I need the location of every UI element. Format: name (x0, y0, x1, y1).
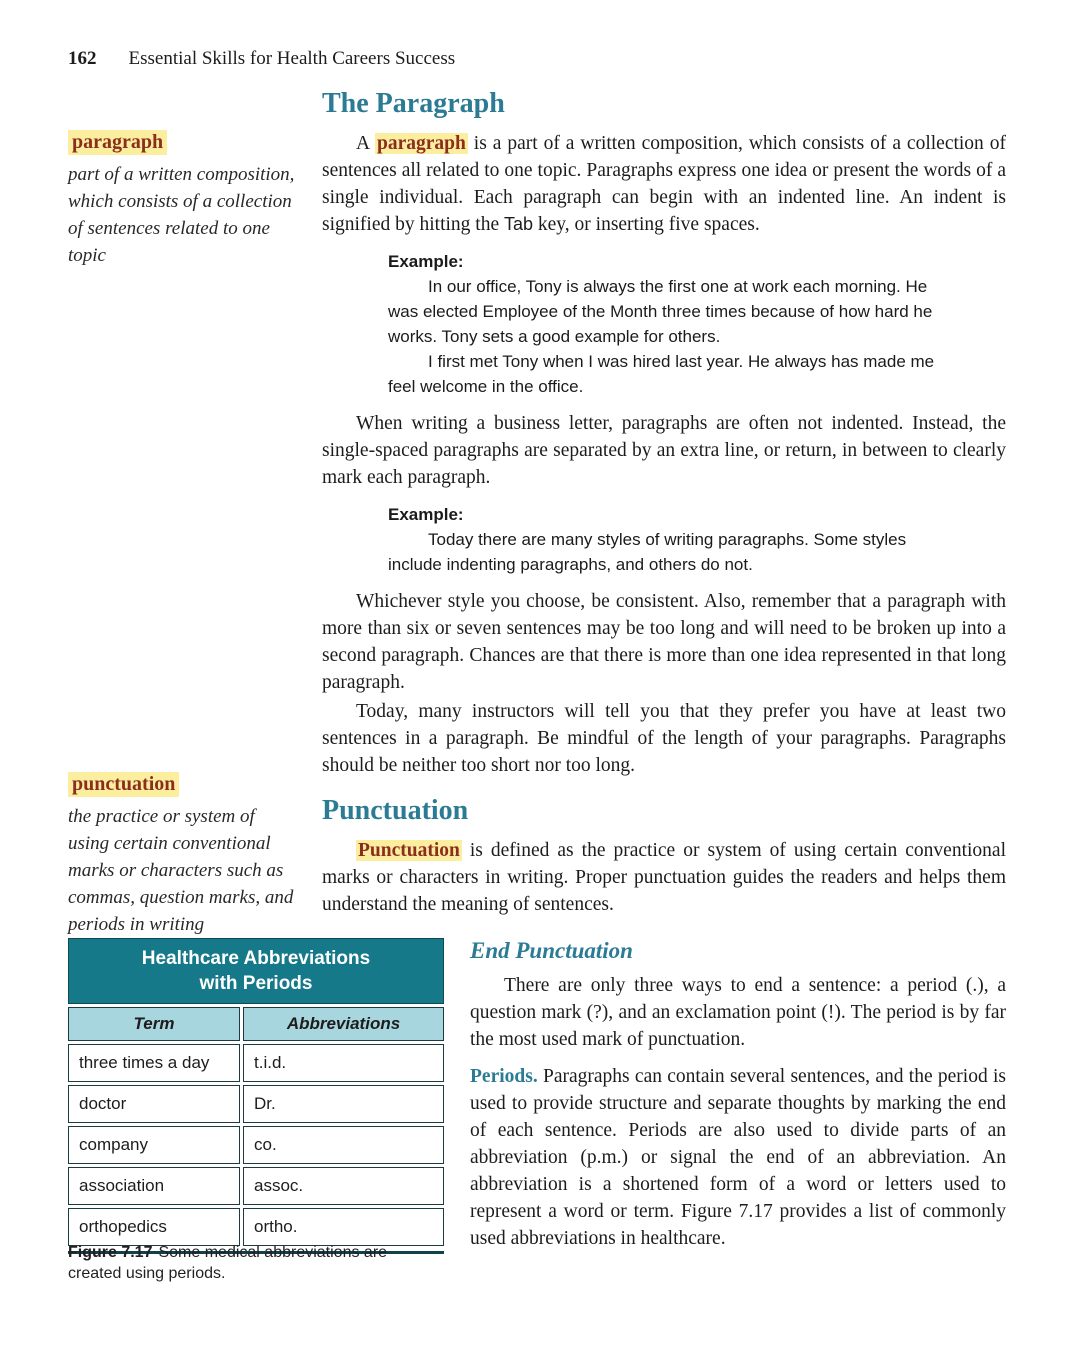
tab-key-word: Tab (503, 214, 534, 234)
term-definition: part of a written composition, which consists of a collection of sentences related to one topic (68, 164, 295, 266)
example-label: Example: (388, 252, 464, 271)
figure-caption-text: Some medical abbreviations are created using periods. (68, 1244, 388, 1282)
running-head (68, 48, 455, 70)
table-cell: co. (243, 1126, 444, 1164)
paragraph-three-ways: There are only three ways to end a sentence: a period (.), a question mark (?), and an exclamation point (!). The period is by far the most used mark of punctuation. (470, 975, 1006, 1050)
example-paragraph: In our office, Tony is always the first one at work each morning. He was elected Employee of the Month three times because of how hard he works. Tony sets a good example for others. (388, 277, 933, 346)
running-title: Essential Skills for Health Careers Success (128, 48, 456, 69)
highlighted-term-punctuation: Punctuation (358, 840, 460, 861)
table-title-line1: Healthcare Abbreviations (141, 948, 371, 969)
margin-term-punctuation (68, 772, 296, 938)
section-heading-punctuation: Punctuation (322, 795, 469, 826)
table-cell: doctor (68, 1085, 240, 1123)
table-cell: ortho. (243, 1208, 444, 1246)
subsection-heading-end-punctuation: End Punctuation (470, 938, 633, 963)
table-cell: Dr. (243, 1085, 444, 1123)
term-word: paragraph (68, 130, 167, 155)
punctuation-intro-rest: is defined as the practice or system of using certain conventional marks or characters in writing. Proper punctuation guides the readers and helps them understand the meaning of sentences. (322, 840, 1006, 915)
end-punctuation-section (470, 938, 1006, 1262)
paragraph-business-letter: When writing a business letter, paragraphs are often not indented. Instead, the single-spaced paragraphs are separated by an extra line, or return, in between to clearly mark each paragraph. (322, 413, 1006, 488)
intro-mid: is a part of a written composition, which consists of a collection of sentences all related to one topic. Paragraphs express one idea or present the words of a single individual. Each paragraph can begin with an indented line. An indent is signified by hitting the (322, 133, 1007, 235)
intro-pre: A (356, 133, 375, 154)
paragraph-punctuation-intro (322, 837, 1006, 918)
example-paragraph: I first met Tony when I was hired last year. He always has made me feel welcome in the office. (388, 352, 935, 396)
paragraph-instructors: Today, many instructors will tell you that they prefer you have at least two sentences in a paragraph. Be mindful of the length of your paragraphs. Paragraphs should be neither too short nor too long. (322, 701, 1006, 776)
figure-label: Figure 7.17 (68, 1244, 153, 1261)
periods-rest: Paragraphs can contain several sentences, and the period is used to provide structure and separate thoughts by marking the end of each sentence. Periods are also used to divide parts of an abbreviation (p.m.) or signal the end of an abbreviation. An abbreviation is a shortened form of a word or letters used to represent a word or term. Figure 7.17 provides a list of commonly used abbreviations in healthcare. (470, 1066, 1006, 1249)
section-heading-the-paragraph: The Paragraph (322, 88, 505, 119)
term-word: punctuation (68, 772, 179, 797)
table-cell: company (68, 1126, 240, 1164)
paragraph-style-consistent: Whichever style you choose, be consistent. Also, remember that a paragraph with more than six or seven sentences may be too long and will need to be broken up into a second paragraph. Chances are that there is more than one idea represented in that long paragraph. (322, 591, 1006, 693)
intro-end: key, or inserting five spaces. (533, 214, 760, 235)
table-title (68, 938, 444, 1004)
column-header-term: Term (68, 1007, 240, 1041)
paragraph-periods (470, 1063, 1006, 1252)
table-cell: orthopedics (68, 1208, 240, 1246)
page-number: 162 (68, 48, 97, 69)
main-column (322, 88, 1006, 920)
example-block-2 (388, 502, 936, 577)
periods-lead-in: Periods. (470, 1066, 538, 1087)
paragraph-intro (322, 130, 1006, 238)
column-header-abbreviations: Abbreviations (243, 1007, 444, 1041)
table-cell: t.i.d. (243, 1044, 444, 1082)
table-title-line2: with Periods (199, 973, 313, 994)
figure-caption (68, 1242, 436, 1284)
example-block-1 (388, 249, 936, 399)
table-cell: association (68, 1167, 240, 1205)
table-grid (68, 1007, 444, 1246)
table-cell: three times a day (68, 1044, 240, 1082)
abbreviations-table (68, 938, 444, 1254)
term-definition: the practice or system of using certain conventional marks or characters such as commas, question marks, and periods in writing (68, 806, 294, 935)
highlighted-term-paragraph: paragraph (376, 133, 466, 154)
margin-term-paragraph (68, 130, 296, 269)
example-paragraph: Today there are many styles of writing paragraphs. Some styles include indenting paragraphs, and others do not. (388, 530, 907, 574)
example-label: Example: (388, 505, 464, 524)
table-cell: assoc. (243, 1167, 444, 1205)
